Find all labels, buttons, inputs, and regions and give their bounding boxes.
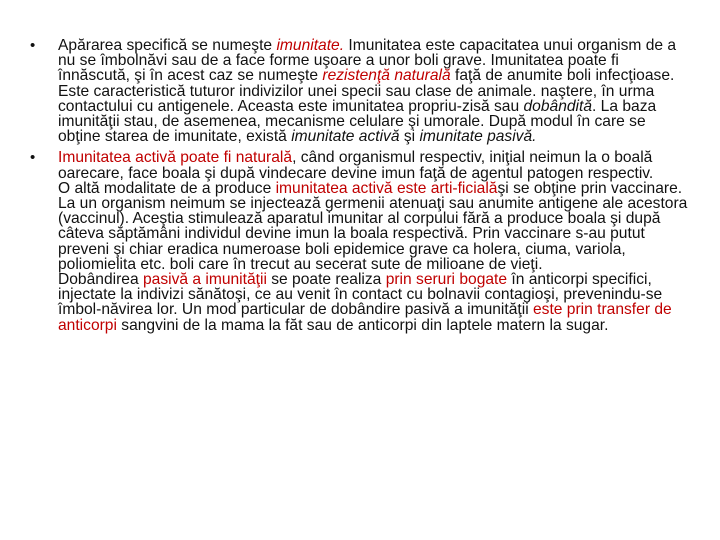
highlighted-term: imunitate pasivă. — [419, 128, 537, 146]
bullet-body — [58, 150, 690, 332]
text-run: Imunitatea este capacitatea unui organism de a nu se îmbolnăvi sau de a face forme uşoare a unor boli grave. Imunitatea poate fi înnăscută, şi în acest caz se numeşte — [58, 37, 677, 85]
text-run: şi — [399, 128, 420, 146]
text-run: se poate realiza — [266, 271, 386, 289]
slide-content — [30, 38, 690, 339]
highlighted-term: imunitate activă — [291, 128, 400, 146]
paragraph-artificial-active — [58, 181, 690, 272]
bullet-body — [58, 38, 690, 144]
highlighted-term: pasivă a imunităţii — [142, 271, 267, 289]
paragraph-natural-active — [58, 150, 690, 180]
text-run: O altă modalitate de a produce — [58, 179, 276, 197]
highlighted-term: imunitatea activă este arti-ficială — [275, 179, 498, 197]
paragraph-passive — [58, 272, 690, 333]
text-run: , când organismul respectiv, iniţial neimun la o boală oarecare, face boala şi după vindecare devine imun faţă de agentul patogen respectiv. — [58, 149, 654, 182]
text-run: sangvini de la mama la făt sau de anticorpi din laptele matern la sugar. — [116, 316, 609, 334]
highlighted-term: prin seruri bogate — [385, 271, 508, 289]
bullet-item-immunity-definition — [30, 38, 690, 144]
text-run: în anticorpi specifici, injectate la indivizi sănătoşi, ce au venit în contact cu bolnavii contagioşi, prevenindu-se îmbol-năvirea lor. Un mod particular de dobândire pasivă a imunităţii — [58, 271, 663, 319]
text-run: Dobândirea — [58, 271, 143, 289]
highlighted-term: rezistenţă naturală — [322, 67, 451, 85]
text-run: Apărarea specifică se numeşte — [58, 37, 277, 54]
highlighted-term: Imunitatea activă poate fi naturală — [58, 149, 293, 167]
bullet-icon: • — [30, 37, 36, 54]
text-run: şi se obţine prin vaccinare. La un organism neimum se injectează germenii atenuaţi sau anumite antigene ale acestora (vaccinul). Aceştia stimulează aparatul imunitar al corpului fără a produce boala şi după câteva săptămâni individul devine imun la boala respectivă. Prin vaccinare s-au putut preveni şi chiar eradica numeroase boli epidemice grave ca holera, ciuma, variola, poliomielita etc. boli care în trecut au secerat sute de milioane de vieţi. — [58, 179, 688, 273]
bullet-icon: • — [30, 149, 36, 167]
paragraph — [58, 38, 690, 144]
highlighted-term: imunitate. — [276, 37, 345, 54]
text-run: faţă de anumite boli infecţioase. Este caracteristică tuturor indivizilor unei specii sau clase de animale. naştere, în urma contactului cu antigenele. Aceasta este imunitatea propriu-zisă sau — [58, 67, 675, 115]
bullet-item-active-passive-immunity — [30, 150, 690, 332]
highlighted-term: dobândită — [523, 97, 593, 115]
highlighted-term: este prin transfer de anticorpi — [58, 301, 672, 334]
text-run: . La baza imunităţii stau, de asemenea, mecanisme celulare şi umorale. După modul în care se obţine starea de imunitate, există — [58, 97, 657, 146]
